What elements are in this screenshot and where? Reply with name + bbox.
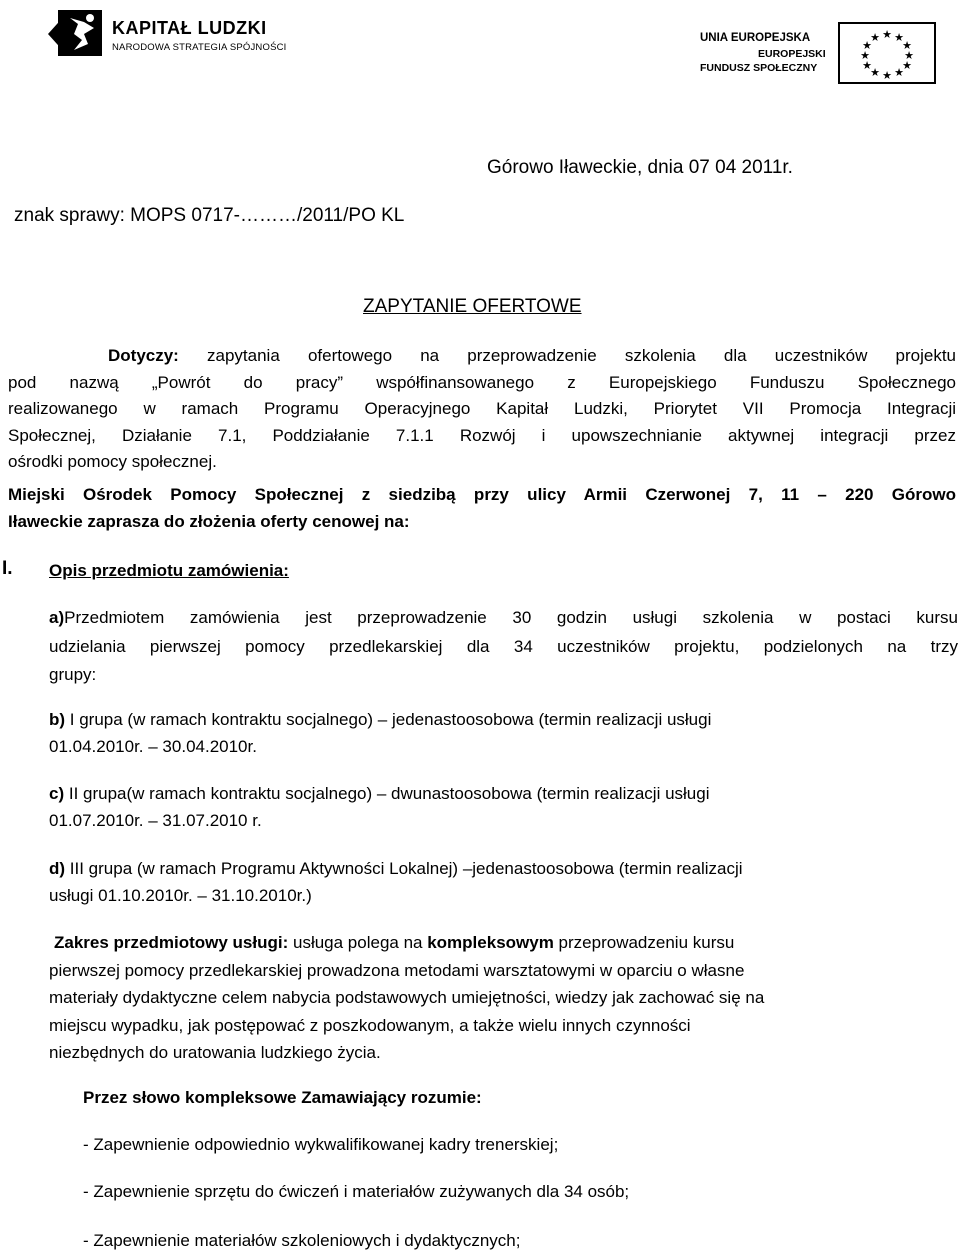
- invitation-paragraph: [8, 481, 956, 535]
- item-b-marker: b): [49, 710, 66, 729]
- scope-line-1: Zakres przedmiotowy usługi: usługa polega na kompleksowym przeprowadzeniu kursu: [54, 933, 735, 952]
- svg-text:★: ★: [870, 66, 880, 79]
- complex-heading: Przez słowo kompleksowe Zamawiający rozumie:: [83, 1088, 482, 1107]
- kapital-ludzki-logo: [44, 4, 287, 66]
- svg-text:★: ★: [902, 59, 912, 72]
- item-a-line-3: grupy:: [49, 665, 97, 684]
- scope-line-3: materiały dydaktyczne celem nabycia podstawowych umiejętności, wiedzy jak zachować się na: [49, 988, 765, 1008]
- svg-text:★: ★: [860, 49, 870, 62]
- scope-paragraph: [49, 929, 764, 1067]
- item-d: [49, 855, 743, 909]
- section-heading: Opis przedmiotu zamówienia:: [49, 561, 289, 580]
- invitation-line-2: Iławeckie zaprasza do złożenia oferty cenowej na:: [8, 512, 410, 531]
- item-b-line-1: b) I grupa (w ramach kontraktu socjalnego) – jedenastoosobowa (termin realizacji usługi: [49, 710, 712, 729]
- svg-text:★: ★: [862, 59, 872, 72]
- kapital-ludzki-subtitle: NARODOWA STRATEGIA SPÓJNOŚCI: [112, 42, 287, 53]
- item-d-marker: d): [49, 859, 66, 878]
- item-c: [49, 780, 710, 834]
- item-a-line-2: udzielania pierwszej pomocy przedlekarskiej dla 34 uczestników projektu, podzielonych na trzy: [49, 636, 958, 656]
- svg-text:★: ★: [902, 39, 912, 52]
- invitation-line-1: Miejski Ośrodek Pomocy Społecznej z siedzibą przy ulicy Armii Czerwonej 7, 11 – 220 Górowo: [8, 485, 956, 504]
- concerns-line-1: Dotyczy: zapytania ofertowego na przeprowadzenie szkolenia dla uczestników projektu: [108, 346, 956, 365]
- svg-text:★: ★: [870, 31, 880, 44]
- svg-text:★: ★: [882, 69, 892, 82]
- svg-text:★: ★: [894, 31, 904, 44]
- svg-text:★: ★: [894, 66, 904, 79]
- scope-line-2: pierwszej pomocy przedlekarskiej prowadzona metodami warsztatowymi w oparciu o własne: [49, 960, 745, 980]
- bullet-item-2: - Zapewnienie sprzętu do ćwiczeń i materiałów zużywanych dla 34 osób;: [83, 1182, 630, 1201]
- concerns-line-3: realizowanego w ramach Programu Operacyjnego Kapitał Ludzki, Priorytet VII Promocja Integracji: [8, 399, 956, 418]
- item-d-line-1: d) III grupa (w ramach Programu Aktywności Lokalnej) –jedenastoosobowa (termin realizacji: [49, 859, 743, 878]
- scope-label: Zakres przedmiotowy usługi:: [54, 933, 289, 952]
- scope-line-4: miejscu wypadku, jak postępować z poszkodowanym, a także wielu innych czynności: [49, 1015, 691, 1035]
- case-number: znak sprawy: MOPS 0717-………/2011/PO KL: [14, 205, 405, 226]
- section-number: I.: [2, 558, 13, 579]
- concerns-paragraph: [8, 343, 956, 476]
- item-a-line-1: a)Przedmiotem zamówienia jest przeprowadzenie 30 godzin usługi szkolenia w postaci kursu: [49, 608, 958, 627]
- scope-keyword: kompleksowym: [427, 933, 554, 952]
- svg-text:★: ★: [862, 39, 872, 52]
- item-a-marker: a): [49, 608, 65, 627]
- item-b: [49, 706, 711, 760]
- item-a: [49, 604, 958, 690]
- document-title: ZAPYTANIE OFERTOWE: [363, 296, 582, 317]
- bullet-item-1: - Zapewnienie odpowiednio wykwalifikowanej kadry trenerskiej;: [83, 1135, 559, 1154]
- eu-logo-line1: UNIA EUROPEJSKA: [700, 32, 811, 44]
- eu-logo-line3: FUNDUSZ SPOŁECZNY: [700, 62, 818, 74]
- eu-logo: [700, 22, 940, 84]
- svg-text:★: ★: [904, 49, 914, 62]
- eu-flag-icon: [838, 22, 936, 84]
- concerns-line-5: ośrodki pomocy społecznej.: [8, 452, 217, 471]
- concerns-line-2: pod nazwą „Powrót do pracy” współfinansowanego z Europejskiego Funduszu Społecznego: [8, 372, 956, 392]
- place-date: Górowo Iławeckie, dnia 07 04 2011r.: [487, 157, 793, 178]
- item-b-line-2: 01.04.2010r. – 30.04.2010r.: [49, 737, 257, 756]
- svg-text:★: ★: [882, 28, 892, 41]
- bullet-item-3: - Zapewnienie materiałów szkoleniowych i dydaktycznych;: [83, 1231, 521, 1250]
- item-c-marker: c): [49, 784, 65, 803]
- concerns-label: Dotyczy:: [108, 346, 179, 365]
- kapital-ludzki-emblem-icon: [44, 4, 106, 66]
- item-c-line-1: c) II grupa(w ramach kontraktu socjalnego) – dwunastoosobowa (termin realizacji usługi: [49, 784, 710, 803]
- concerns-line-4: Społecznej, Działanie 7.1, Poddziałanie 7.1.1 Rozwój i upowszechnianie aktywnej integracji przez: [8, 425, 956, 445]
- item-d-line-2: usługi 01.10.2010r. – 31.10.2010r.): [49, 886, 312, 905]
- scope-line-5: niezbędnych do uratowania ludzkiego życia.: [49, 1043, 381, 1063]
- eu-logo-line2: EUROPEJSKI: [758, 48, 826, 60]
- item-c-line-2: 01.07.2010r. – 31.07.2010 r.: [49, 811, 262, 830]
- kapital-ludzki-title: KAPITAŁ LUDZKI: [112, 18, 267, 38]
